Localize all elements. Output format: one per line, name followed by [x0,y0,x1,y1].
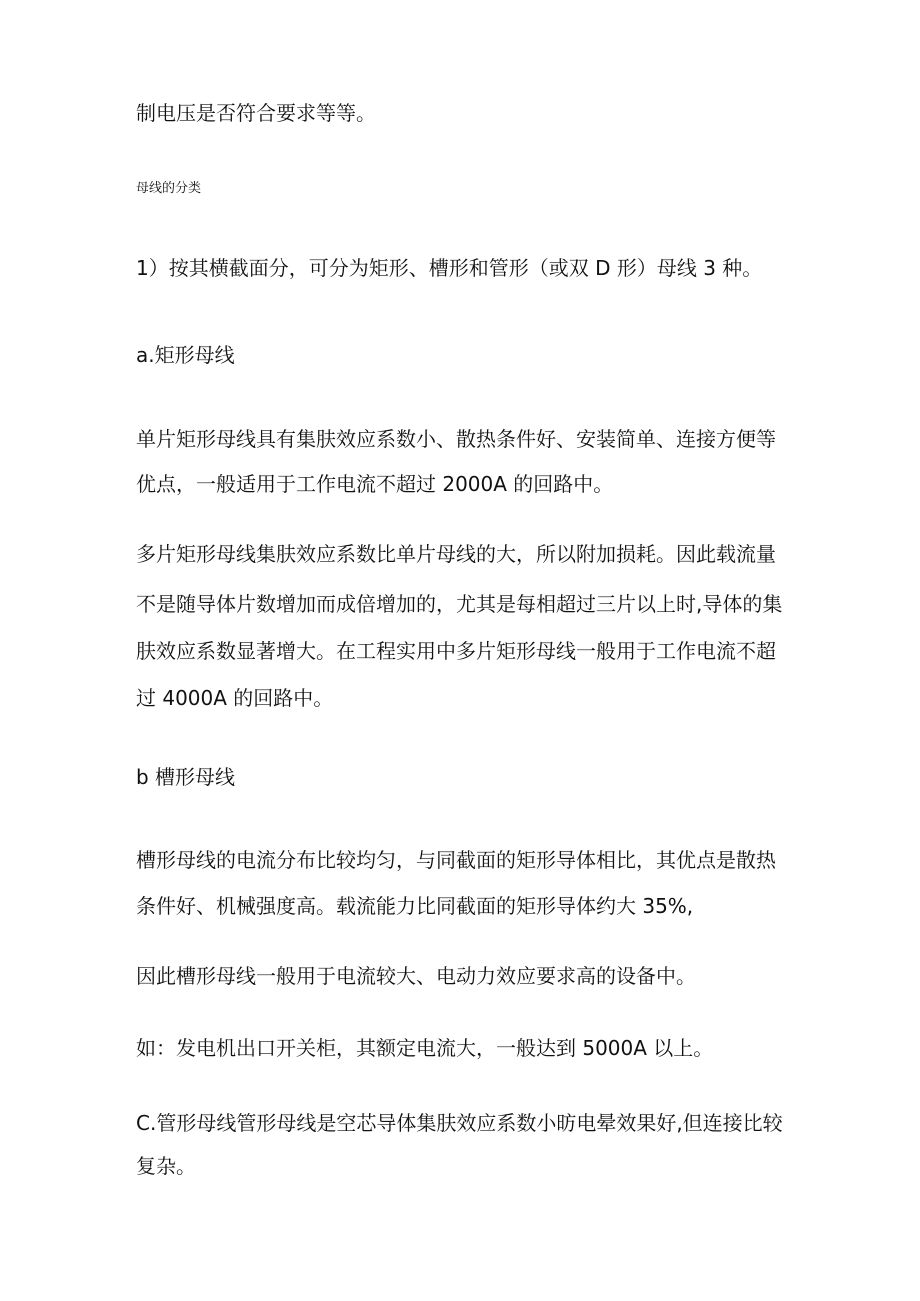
heading-rectangular-busbar: a.矩形母线 [136,343,235,367]
section-heading-busbar-classification: 母线的分类 [136,181,202,196]
heading-channel-busbar: b 槽形母线 [136,765,236,789]
rectangular-multi-line-4: 过 4000A 的回路中。 [136,686,334,710]
example-generator-switchgear: 如：发电机出口开关柜，其额定电流大，一般达到 5000A 以上。 [136,1036,714,1060]
channel-busbar-line-2: 条件好、机械强度高。载流能力比同截面的矩形导体约大 35%, [136,894,694,918]
text-line-intro: 制电压是否符合要求等等。 [136,101,376,125]
classification-by-section: 1）按其横截面分，可分为矩形、槽形和管形（或双 D 形）母线 3 种。 [136,256,763,280]
rectangular-multi-line-3: 肤效应系数显著增大。在工程实用中多片矩形母线一般用于工作电流不超 [136,639,776,663]
rectangular-single-line-1: 单片矩形母线具有集肤效应系数小、散热条件好、安装简单、连接方便等 [136,427,776,451]
rectangular-multi-line-1: 多片矩形母线集肤效应系数比单片母线的大，所以附加损耗。因此载流量 [136,542,776,566]
channel-busbar-usage: 因此槽形母线一般用于电流较大、电动力效应要求高的设备中。 [136,964,696,988]
tubular-busbar-line-2: 复杂。 [136,1154,196,1178]
rectangular-multi-line-2: 不是随导体片数增加而成倍增加的，尤其是每相超过三片以上时,导体的集 [136,592,783,616]
channel-busbar-line-1: 槽形母线的电流分布比较均匀，与同截面的矩形导体相比，其优点是散热 [136,848,776,872]
tubular-busbar-line-1: C.管形母线管形母线是空芯导体集肤效应系数小昉电晕效果好,但连接比较 [136,1111,783,1135]
rectangular-single-line-2: 优点，一般适用于工作电流不超过 2000A 的回路中。 [136,472,614,496]
